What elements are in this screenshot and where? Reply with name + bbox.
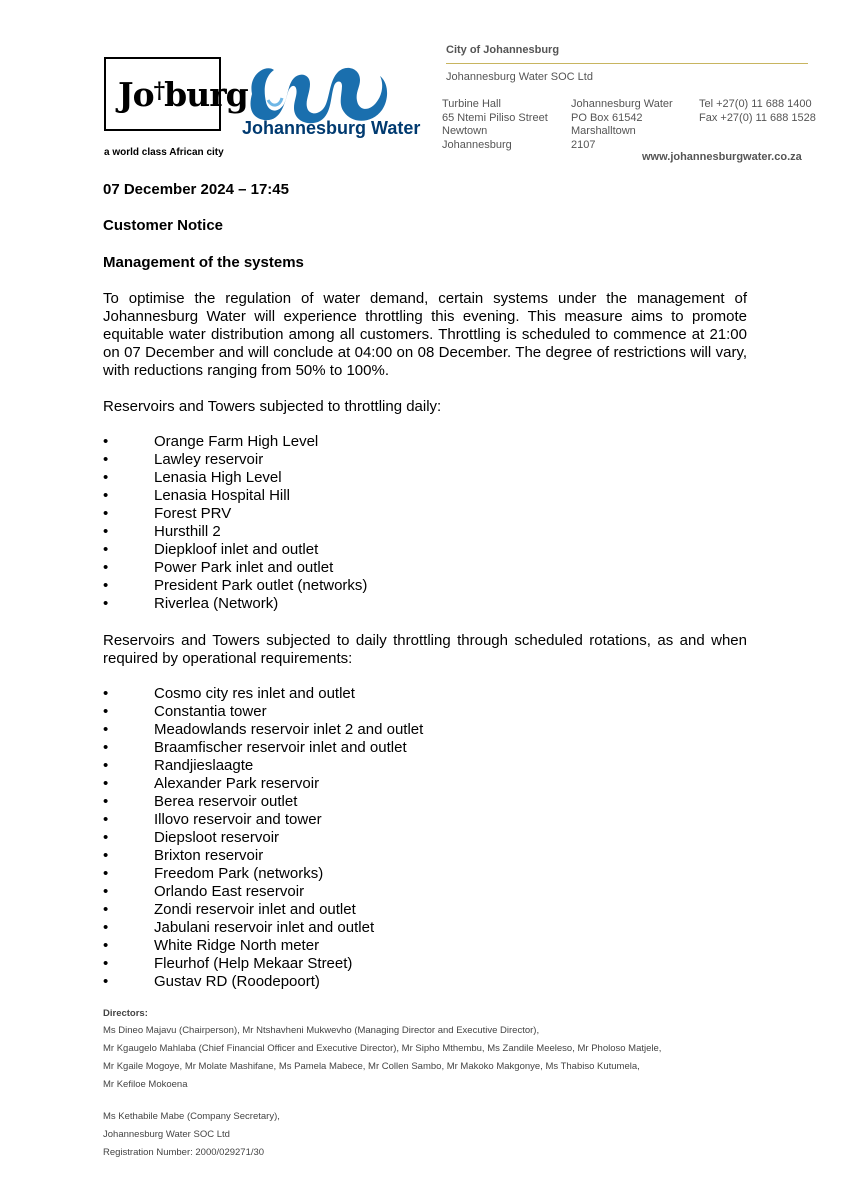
list-item-text: Diepkloof inlet and outlet [154,541,319,558]
bullet: • [103,451,109,468]
directors-line: Mr Kgaugelo Mahlaba (Chief Financial Officer and Executive Director), Mr Sipho Mthembu, Ms Zandile Meeleso, Mr Pholoso Matjele, [103,1043,662,1054]
bullet: • [103,883,109,900]
list-item-text: Alexander Park reservoir [154,775,320,792]
registration-number: Registration Number: 2000/029271/30 [103,1147,265,1158]
bullet: • [103,739,109,756]
list-item-text: White Ridge North meter [154,937,320,954]
list-item-text: Brixton reservoir [154,847,264,864]
bullet: • [103,847,109,864]
list-item-text: Fleurhof (Help Mekaar Street) [154,955,353,972]
bullet: • [103,469,109,486]
list-item-text: Freedom Park (networks) [154,865,324,882]
directors-line: Ms Dineo Majavu (Chairperson), Mr Ntshavheni Mukwevho (Managing Director and Executive Director), [103,1025,540,1036]
address-line: PO Box 61542 [571,111,643,124]
bullet: • [103,559,109,576]
bullet: • [103,937,109,954]
letterhead-rule [446,63,808,64]
list-item-text: Diepsloot reservoir [154,829,280,846]
joburg-logo-wordmark: Jo†burg [118,75,248,114]
bullet: • [103,721,109,738]
johannesburg-water-logo-name: Johannesburg Water [242,118,421,138]
notice-date: 07 December 2024 – 17:45 [103,181,289,198]
address-line: Newtown [442,125,488,137]
bullet: • [103,433,109,450]
list-item-text: Hursthill 2 [154,523,221,540]
telephone: Tel +27(0) 11 688 1400 [699,98,812,110]
bullet: • [103,901,109,918]
company-name-line: Johannesburg Water SOC Ltd [103,1129,230,1140]
letterhead-company: Johannesburg Water SOC Ltd [446,71,593,83]
section-title: Management of the systems [103,254,304,271]
list-item-text: Meadowlands reservoir inlet 2 and outlet [154,721,424,738]
list-item-text: Orlando East reservoir [154,883,305,900]
bullet: • [103,703,109,720]
bullet: • [103,757,109,774]
list-item-text: Gustav RD (Roodepoort) [154,973,320,990]
directors-list [103,1022,661,1094]
bullet: • [103,865,109,882]
bullet: • [103,685,109,702]
notice-title: Customer Notice [103,217,224,234]
letterhead-street-address [442,98,548,152]
list-item-text: Randjieslaagte [154,757,254,774]
list-item-text: Cosmo city res inlet and outlet [154,685,355,702]
letterhead-website-link[interactable]: www.johannesburgwater.co.za [642,151,802,163]
bullet: • [103,487,109,504]
list-item-text: Power Park inlet and outlet [154,559,334,576]
list-item-text: Zondi reservoir inlet and outlet [154,901,356,918]
list-item-text: Illovo reservoir and tower [154,811,322,828]
list-item-text: Riverlea (Network) [154,595,279,612]
list-item-text: Lawley reservoir [154,451,264,468]
list-item-text: Lenasia High Level [154,469,282,486]
daily-throttling-heading: Reservoirs and Towers subjected to throttling daily: [103,398,442,415]
directors-label: Directors: [103,1008,148,1019]
letterhead-postal-address [571,98,673,152]
list-item-text: Constantia tower [154,703,267,720]
bullet: • [103,793,109,810]
list-item-text: Orange Farm High Level [154,433,319,450]
bullet: • [103,577,109,594]
directors-line: Mr Kgaile Mogoye, Mr Molate Mashifane, Ms Pamela Mabece, Mr Collen Sambo, Mr Makoko Makgonye, Ms Thabiso Kutumela, [103,1061,640,1072]
list-item-text: Jabulani reservoir inlet and outlet [154,919,375,936]
bullet: • [103,505,109,522]
list-item-text: President Park outlet (networks) [154,577,368,594]
bullet: • [103,775,109,792]
address-line: Johannesburg [442,138,512,151]
address-line: Turbine Hall [442,98,501,110]
address-line: 65 Ntemi Piliso Street [442,111,548,124]
list-item-text: Berea reservoir outlet [154,793,298,810]
list-item-text: Forest PRV [154,505,232,522]
joburg-logo-tagline: a world class African city [104,147,224,158]
bullet: • [103,919,109,936]
letterhead-contact-numbers [699,98,816,125]
bullet: • [103,811,109,828]
address-line: Johannesburg Water [571,98,673,110]
rotation-throttling-heading: Reservoirs and Towers subjected to daily throttling through scheduled rotations, as and when required by operational requirements: [103,632,747,667]
joburg-logo [104,57,248,163]
bullet: • [103,973,109,990]
bullet: • [103,523,109,540]
address-line: Marshalltown [571,125,636,137]
company-secretary-block [103,1108,280,1162]
list-item-text: Braamfischer reservoir inlet and outlet [154,739,407,756]
bullet: • [103,541,109,558]
bullet: • [103,829,109,846]
address-line: 2107 [571,138,596,151]
bullet: • [103,955,109,972]
fax: Fax +27(0) 11 688 1528 [699,111,816,124]
secretary-line: Ms Kethabile Mabe (Company Secretary), [103,1111,280,1122]
list-item-text: Lenasia Hospital Hill [154,487,290,504]
intro-paragraph: To optimise the regulation of water demand, certain systems under the management of Johannesburg Water will experience throttling this evening. This measure aims to promote equitable water distribution among all customers. Throttling is scheduled to commence at 21:00 on 07 December and will conclude at 04:00 on 08 December. The degree of restrictions will vary, with reductions ranging from 50% to 100%. [103,290,747,379]
letterhead-city: City of Johannesburg [446,44,560,56]
bullet: • [103,595,109,612]
directors-line: Mr Kefiloe Mokoena [103,1079,188,1090]
